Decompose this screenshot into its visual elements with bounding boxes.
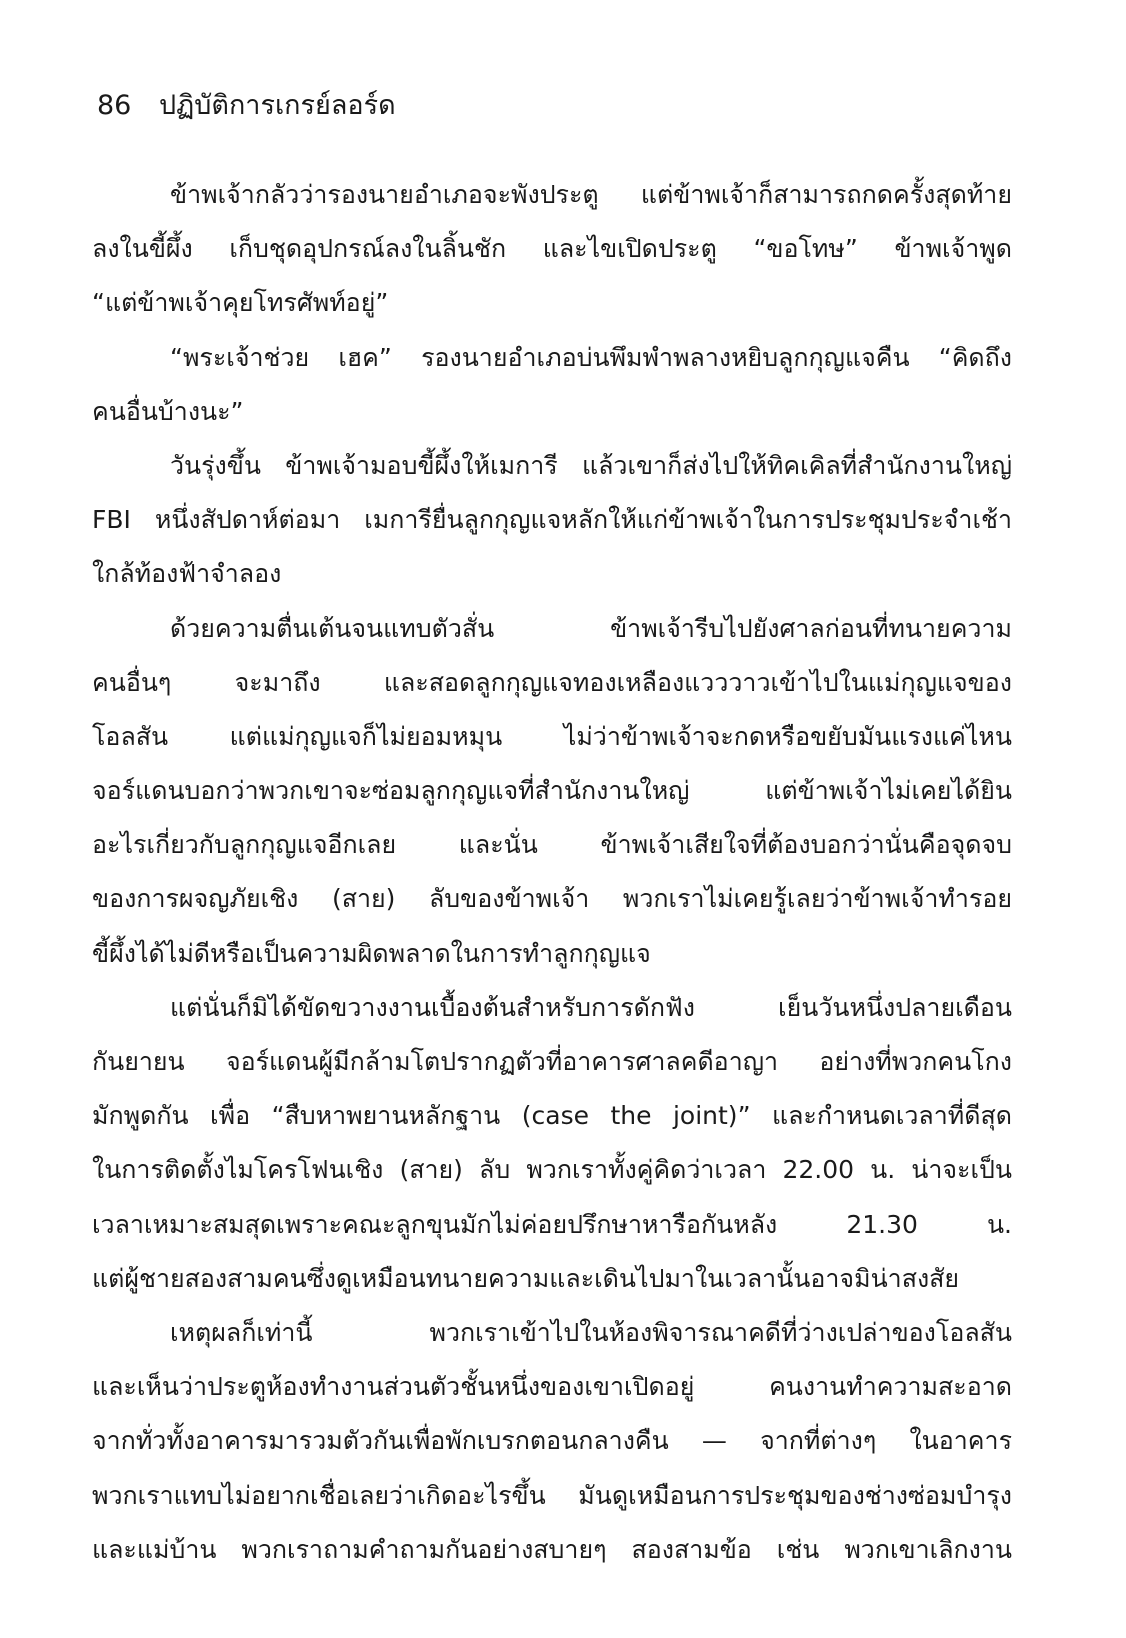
paragraph-line: เวลาเหมาะสมสุดเพราะคณะลูกขุนมักไม่ค่อยปรึกษาหารือกันหลัง 21.30 น. — [92, 1209, 1012, 1239]
paragraph-line: “แต่ข้าพเจ้าคุยโทรศัพท์อยู่” — [92, 288, 389, 318]
paragraph-line: โอลสัน แต่แม่กุญแจก็ไม่ยอมหมุน ไม่ว่าข้าพเจ้าจะกดหรือขยับมันแรงแค่ไหน — [92, 721, 1012, 751]
paragraph-line: แต่ผู้ชายสองสามคนซึ่งดูเหมือนทนายความและเดินไปมาในเวลานั้นอาจมิน่าสงสัย — [92, 1263, 960, 1293]
paragraph-line: พวกเราแทบไม่อยากเชื่อเลยว่าเกิดอะไรขึ้น มันดูเหมือนการประชุมของช่างซ่อมบำรุง — [92, 1480, 1012, 1510]
paragraph-line: ใกล้ท้องฟ้าจำลอง — [92, 559, 282, 589]
paragraph-line: ข้าพเจ้ากลัวว่ารองนายอำเภอจะพังประตู แต่ข้าพเจ้าก็สามารถกดครั้งสุดท้าย — [170, 180, 1012, 209]
paragraph-line: คนอื่นๆ จะมาถึง และสอดลูกกุญแจทองเหลืองแวววาวเข้าไปในแม่กุญแจของ — [92, 667, 1012, 697]
paragraph-line: ในการติดตั้งไมโครโฟนเชิง (สาย) ลับ พวกเราทั้งคู่คิดว่าเวลา 22.00 น. น่าจะเป็น — [92, 1155, 1012, 1185]
paragraph-line: ของการผจญภัยเชิง (สาย) ลับของข้าพเจ้า พวกเราไม่เคยรู้เลยว่าข้าพเจ้าทำรอย — [92, 884, 1012, 914]
paragraph-line: และเห็นว่าประตูห้องทำงานส่วนตัวชั้นหนึ่งของเขาเปิดอยู่ คนงานทำความสะอาด — [92, 1372, 1012, 1402]
paragraph-line: กันยายน จอร์แดนผู้มีกล้ามโตปรากฏตัวที่อาคารศาลคดีอาญา อย่างที่พวกคนโกง — [92, 1047, 1012, 1076]
paragraph-line: มักพูดกัน เพื่อ “สืบหาพยานหลักฐาน (case the joint)” และกำหนดเวลาที่ดีสุด — [92, 1101, 1012, 1131]
paragraph-line: ขี้ผึ้งได้ไม่ดีหรือเป็นความผิดพลาดในการทำลูกกุญแจ — [92, 938, 651, 968]
paragraph-line: FBI หนึ่งสัปดาห์ต่อมา เมการียื่นลูกกุญแจหลักให้แก่ข้าพเจ้าในการประชุมประจำเช้า — [92, 505, 1012, 535]
body-text — [92, 168, 1012, 1577]
paragraph-line: ลงในขี้ผึ้ง เก็บชุดอุปกรณ์ลงในลิ้นชัก และไขเปิดประตู “ขอโทษ” ข้าพเจ้าพูด — [92, 234, 1012, 264]
paragraph-line: จอร์แดนบอกว่าพวกเขาจะซ่อมลูกกุญแจที่สำนักงานใหญ่ แต่ข้าพเจ้าไม่เคยได้ยิน — [92, 776, 1012, 806]
running-header — [97, 86, 396, 126]
paragraph-line: อะไรเกี่ยวกับลูกกุญแจอีกเลย และนั่น ข้าพเจ้าเสียใจที่ต้องบอกว่านั่นคือจุดจบ — [92, 830, 1012, 860]
paragraph-line: ด้วยความตื่นเต้นจนแทบตัวสั่น ข้าพเจ้ารีบไปยังศาลก่อนที่ทนายความ — [170, 613, 1012, 643]
paragraph-line: และแม่บ้าน พวกเราถามคำถามกันอย่างสบายๆ สองสามข้อ เช่น พวกเขาเลิกงาน — [92, 1534, 1012, 1564]
paragraph-line: “พระเจ้าช่วย เฮค” รองนายอำเภอบ่นพึมพำพลางหยิบลูกกุญแจคืน “คิดถึง — [170, 342, 1012, 372]
page-number: 86 — [97, 90, 132, 121]
paragraph-line: วันรุ่งขึ้น ข้าพเจ้ามอบขี้ผึ้งให้เมการี แล้วเขาก็ส่งไปให้ทิคเคิลที่สำนักงานใหญ่ — [170, 450, 1012, 480]
paragraph-line: เหตุผลก็เท่านี้ พวกเราเข้าไปในห้องพิจารณาคดีที่ว่างเปล่าของโอลสัน — [170, 1317, 1012, 1347]
paragraph-line: คนอื่นบ้างนะ” — [92, 396, 244, 426]
book-title: ปฏิบัติการเกรย์ลอร์ด — [159, 90, 396, 121]
paragraph-line: จากทั่วทั้งอาคารมารวมตัวกันเพื่อพักเบรกตอนกลางคืน — จากที่ต่างๆ ในอาคาร — [92, 1426, 1012, 1456]
paragraph-line: แต่นั่นก็มิได้ขัดขวางงานเบื้องต้นสำหรับการดักฟัง เย็นวันหนึ่งปลายเดือน — [170, 992, 1012, 1022]
